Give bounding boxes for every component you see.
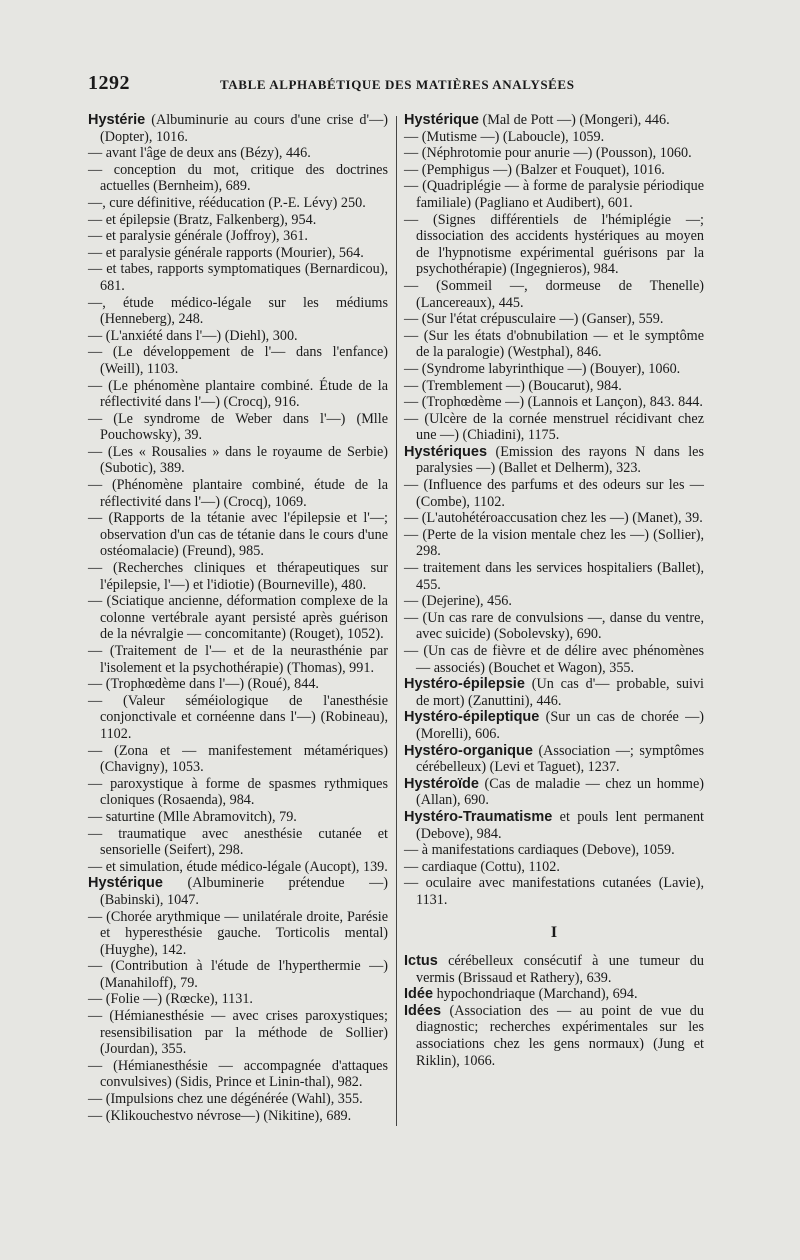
entry-text: — (Folie —) (Rœcke), 1131. — [88, 991, 253, 1008]
index-entry — [88, 693, 388, 743]
entry-text: — (Le phénomène plantaire combiné. Étude de la réflectivité dans l'—) (Crocq), 916. — [88, 377, 388, 411]
index-entry — [88, 1091, 388, 1108]
index-entry — [88, 909, 388, 959]
entry-text: — (Hémianesthésie — accompagnée d'attaques convulsives) (Sidis, Prince et Linin-thal), 982. — [88, 1057, 388, 1091]
index-entry — [404, 112, 704, 129]
entry-text: — saturtine (Mlle Abramovitch), 79. — [88, 808, 297, 825]
entry-text: (Albuminurie au cours d'une crise d'—) (Dopter), 1016. — [100, 112, 388, 145]
index-entry — [88, 809, 388, 826]
index-entry — [88, 145, 388, 162]
entry-text: — (Zona et — manifestement métamériques) (Chavigny), 1053. — [88, 742, 388, 776]
entry-text: — à manifestations cardiaques (Debove), 1059. — [404, 842, 675, 859]
right-column — [404, 112, 704, 1069]
index-entry — [88, 859, 388, 876]
left-column — [88, 112, 388, 1124]
entry-text: — (Hémianesthésie — avec crises paroxystiques; resensibilisation par la méthode de Sollier) (Jourdan), 355. — [88, 1008, 388, 1058]
running-head-title: TABLE ALPHABÉTIQUE DES MATIÈRES ANALYSÉES — [220, 77, 575, 92]
entry-headword: Hystérie — [88, 112, 146, 128]
index-entry — [404, 411, 704, 444]
entry-text: — (Influence des parfums et des odeurs sur les — (Combe), 1102. — [404, 477, 704, 510]
entry-text: — (Quadriplégie — à forme de paralysie périodique familiale) (Pagliano et Audibert), 601. — [404, 178, 704, 211]
index-entry — [404, 643, 704, 676]
index-entry — [88, 826, 388, 859]
index-entry — [404, 278, 704, 311]
index-entry — [88, 245, 388, 262]
entry-text: (Emission des rayons N dans les paralysies —) (Ballet et Delherm), 323. — [416, 443, 704, 477]
entry-text: — (Dejerine), 456. — [404, 593, 512, 610]
entry-text: et pouls lent permanent (Debove), 984. — [416, 808, 704, 842]
index-entry — [404, 809, 704, 842]
index-entry — [404, 676, 704, 709]
entry-text: — avant l'âge de deux ans (Bézy), 446. — [88, 145, 311, 162]
index-entry — [88, 212, 388, 229]
index-entry — [404, 1003, 704, 1069]
entry-headword: Hystérique — [88, 875, 163, 892]
index-entry — [88, 676, 388, 693]
index-entry — [88, 295, 388, 328]
index-entry — [88, 875, 388, 908]
index-entry — [404, 709, 704, 742]
index-entry — [404, 178, 704, 211]
index-entry — [404, 378, 704, 395]
index-entry — [88, 593, 388, 643]
entry-text: — conception du mot, critique des doctrines actuelles (Bernheim), 689. — [88, 161, 388, 195]
index-entry — [88, 1008, 388, 1058]
entry-text: — (Phénomène plantaire combiné, étude de la réflectivité dans l'—) (Crocq), 1069. — [88, 477, 388, 510]
entry-text: — (Un cas de fièvre et de délire avec phénomènes — associés) (Bouchet et Wagon), 355. — [404, 643, 704, 676]
right-column-entries — [404, 112, 704, 909]
entry-text: — cardiaque (Cottu), 1102. — [404, 858, 560, 875]
entry-text: (Cas de maladie — chez un homme) (Allan), 690. — [416, 775, 704, 809]
index-entry — [88, 743, 388, 776]
index-entry — [404, 444, 704, 477]
index-entry — [404, 842, 704, 859]
entry-text: — et épilepsie (Bratz, Falkenberg), 954. — [88, 211, 317, 228]
entry-text: — (Valeur séméiologique de l'anesthésie conjonctivale et cornéenne dans l'—) (Robineau), 1102. — [88, 692, 388, 742]
entry-text: — (Impulsions chez une dégénérée (Wahl), 355. — [88, 1091, 363, 1108]
index-entry — [88, 195, 388, 212]
index-entry — [404, 328, 704, 361]
letter-heading: I — [550, 923, 558, 941]
index-entry — [404, 510, 704, 527]
entry-text: — (Chorée arythmique — unilatérale droite, Parésie et hyperesthésie gauche. Torticolis mental) (Huyghe), 142. — [88, 908, 388, 958]
index-entry — [404, 477, 704, 510]
index-entry — [88, 776, 388, 809]
entry-headword: Hystéro-épilepsie — [404, 676, 525, 693]
entry-text: — (Signes différentiels de l'hémiplégie —; dissociation des accidents hystériques au moyen de l'hypnotisme expérimental guérisons par la psychothérapie) (Ingegnieros), 984. — [404, 211, 704, 278]
index-entry — [404, 145, 704, 162]
index-columns — [0, 112, 800, 1192]
entry-text: — oculaire avec manifestations cutanées (Lavie), 1131. — [404, 875, 704, 908]
entry-text: — (Mutisme —) (Laboucle), 1059. — [404, 128, 605, 145]
entry-headword: Hystéro-épileptique — [404, 709, 540, 726]
index-entry — [404, 875, 704, 908]
entry-text: — (Tremblement —) (Boucarut), 984. — [404, 377, 622, 394]
entry-text: (Un cas d'— probable, suivi de mort) (Zanuttini), 446. — [416, 676, 704, 709]
index-entry — [404, 859, 704, 876]
entry-text: — (Sciatique ancienne, déformation complexe de la colonne vertébrale ayant persisté après guérison de la névralgie — concomitante) (Rouget), 1052). — [88, 593, 388, 643]
entry-text: (Albuminerie prétendue —) (Babinski), 1047. — [100, 875, 388, 908]
index-entry — [404, 953, 704, 986]
entry-text: — traitement dans les services hospitaliers (Ballet), 455. — [404, 560, 704, 593]
entry-text: (Mal de Pott —) (Mongeri), 446. — [478, 112, 670, 128]
index-entry — [88, 643, 388, 676]
entry-headword: Hystéroïde — [404, 775, 479, 792]
index-entry — [404, 162, 704, 179]
entry-text: —, cure définitive, rééducation (P.-E. Lévy) 250. — [88, 194, 366, 211]
entry-text: — et simulation, étude médico-légale (Aucopt), 139. — [88, 858, 388, 875]
entry-text: — (Le syndrome de Weber dans l'—) (Mlle Pouchowsky), 39. — [88, 410, 388, 444]
entry-text: — (Contribution à l'étude de l'hyperthermie —) (Manahiloff), 79. — [88, 958, 388, 991]
index-entry — [88, 162, 388, 195]
index-entry — [404, 129, 704, 146]
index-entry — [88, 991, 388, 1008]
entry-headword: Idée — [404, 986, 434, 1003]
entry-text: — (L'anxiété dans l'—) (Diehl), 300. — [88, 327, 298, 344]
entry-text: — (Sur les états d'obnubilation — et le symptôme de la paralogie) (Westphal), 846. — [404, 327, 704, 361]
entry-text: — (Néphrotomie pour anurie —) (Pousson), 1060. — [404, 145, 692, 162]
index-entry — [88, 411, 388, 444]
entry-text: — (Les « Rousalies » dans le royaume de Serbie) (Subotic), 389. — [88, 443, 388, 477]
index-entry — [88, 328, 388, 345]
index-entry — [88, 1058, 388, 1091]
entry-headword: Hystéro-organique — [404, 742, 533, 759]
column-divider — [396, 116, 397, 1126]
index-entry — [404, 212, 704, 278]
entry-text: — (Ulcère de la cornée menstruel récidivant chez une —) (Chiadini), 1175. — [404, 410, 704, 444]
index-entry — [404, 361, 704, 378]
right-column-entries-after — [404, 953, 704, 1069]
index-entry — [404, 743, 704, 776]
entry-headword: Ictus — [404, 953, 438, 970]
running-head — [88, 72, 736, 102]
entry-text: — (Un cas rare de convulsions —, danse du ventre, avec suicide) (Sobolevsky), 690. — [404, 609, 704, 643]
index-entry — [88, 378, 388, 411]
index-entry — [88, 344, 388, 377]
index-entry — [88, 444, 388, 477]
entry-text: — (Rapports de la tétanie avec l'épilepsie et l'—; observation d'un cas de tétanie dans le cours d'une ostéomalacie) (Freund), 985. — [88, 510, 388, 560]
index-entry — [88, 228, 388, 245]
index-entry — [88, 560, 388, 593]
index-entry — [88, 958, 388, 991]
entry-text: — traumatique avec anesthésie cutanée et sensorielle (Seifert), 298. — [88, 825, 388, 859]
index-entry — [404, 527, 704, 560]
index-entry — [404, 394, 704, 411]
entry-headword: Hystériques — [404, 443, 488, 460]
entry-text: — (Pemphigus —) (Balzer et Fouquet), 1016. — [404, 161, 665, 178]
entry-headword: Hystérique — [404, 112, 479, 128]
entry-text: — (Le développement de l'— dans l'enfance) (Weill), 1103. — [88, 344, 388, 377]
index-entry — [88, 1108, 388, 1125]
entry-text: — (Recherches cliniques et thérapeutiques sur l'épilepsie, l'—) et l'idiotie) (Bourneville), 480. — [88, 560, 388, 593]
entry-text: — et tabes, rapports symptomatiques (Bernardicou), 681. — [88, 261, 388, 294]
entry-text: — (Traitement de l'— et de la neurasthénie par l'isolement et la psychothérapie) (Thomas), 991. — [88, 643, 388, 676]
entry-text: (Association —; symptômes cérébelleux) (Levi et Taguet), 1237. — [416, 742, 704, 776]
entry-text: —, étude médico-légale sur les médiums (Henneberg), 248. — [88, 294, 388, 328]
entry-text: — (Sommeil —, dormeuse de Thenelle) (Lancereaux), 445. — [404, 277, 704, 311]
index-entry — [404, 610, 704, 643]
entry-text: — (Sur l'état crépusculaire —) (Ganser), 559. — [404, 311, 664, 328]
index-entry — [404, 986, 704, 1003]
entry-text: cérébelleux consécutif à une tumeur du vermis (Brissaud et Rathery), 639. — [416, 953, 704, 986]
entry-text: — (Klikouchestvo névrose—) (Nikitine), 689. — [88, 1107, 352, 1124]
entry-text: — paroxystique à forme de spasmes rythmiques cloniques (Rosaenda), 984. — [88, 775, 388, 809]
entry-text: (Association des — au point de vue du diagnostic; recherches expérimentales sur les associations chez les gens normaux) (Jung et Riklin), 1066. — [416, 1002, 704, 1069]
page-number: 1292 — [88, 72, 130, 94]
index-entry — [88, 477, 388, 510]
entry-headword: Hystéro-Traumatisme — [404, 808, 553, 825]
entry-text: (Sur un cas de chorée —) (Morelli), 606. — [416, 709, 704, 742]
index-entry — [404, 593, 704, 610]
entry-headword: Idées — [404, 1002, 442, 1019]
entry-text: — (Trophœdème dans l'—) (Roué), 844. — [88, 676, 319, 693]
index-entry — [404, 311, 704, 328]
entry-text: — (L'autohétéroaccusation chez les —) (Manet), 39. — [404, 510, 703, 527]
index-entry — [88, 261, 388, 294]
entry-text: — (Perte de la vision mentale chez les —) (Sollier), 298. — [404, 526, 704, 560]
entry-text: hypochondriaque (Marchand), 694. — [433, 986, 638, 1003]
index-entry — [88, 510, 388, 560]
entry-text: — (Syndrome labyrinthique —) (Bouyer), 1060. — [404, 360, 681, 377]
index-entry — [404, 776, 704, 809]
entry-text: — et paralysie générale rapports (Mourier), 564. — [88, 244, 364, 261]
entry-text: — (Trophœdème —) (Lannois et Lançon), 843. 844. — [404, 394, 703, 411]
entry-text: — et paralysie générale (Joffroy), 361. — [88, 228, 308, 245]
index-entry — [404, 560, 704, 593]
index-entry — [88, 112, 388, 145]
